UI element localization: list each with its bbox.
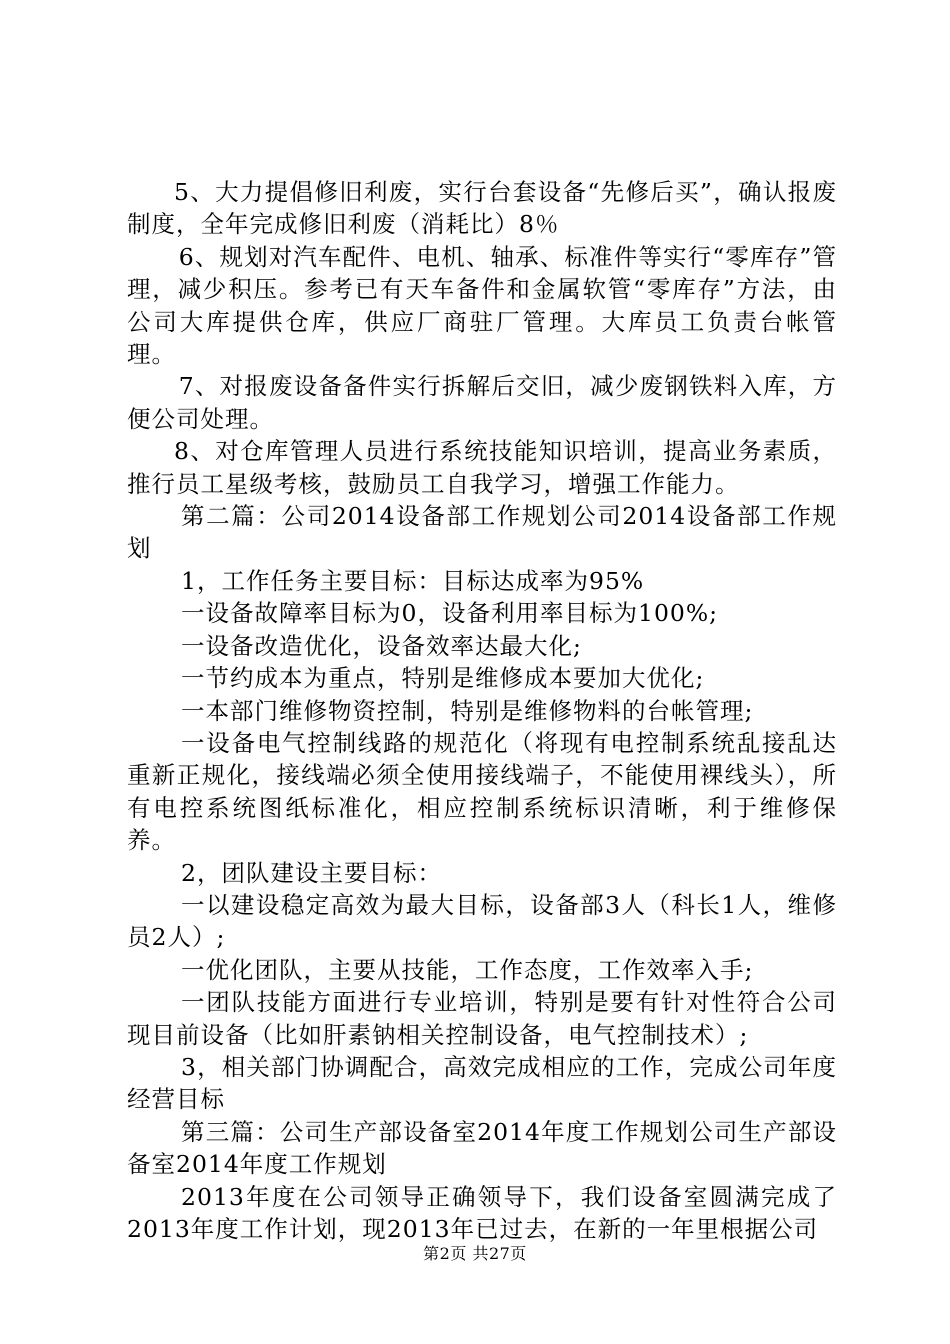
list-item: 一设备电气控制线路的规范化（将现有电控制系统乱接乱达重新正规化，接线端必须全使用接线端子，不能使用裸线头），所有电控系统图纸标准化，相应控制系统标识清晰，利于维修保养。: [127, 728, 837, 855]
list-item: 一本部门维修物资控制，特别是维修物料的台帐管理;: [181, 696, 754, 725]
paragraph: 7、对报废设备备件实行拆解后交旧，减少废钢铁料入库，方便公司处理。: [127, 372, 837, 433]
list-item: 一优化团队，主要从技能，工作态度，工作效率入手;: [181, 955, 754, 984]
list-item: 一以建设稳定高效为最大目标，设备部3人（科长1人，维修员2人）;: [127, 890, 837, 952]
document-body: [127, 176, 837, 1245]
list-item: 一设备改造优化，设备效率达最大化;: [181, 631, 582, 660]
section-heading: 第二篇：公司2014设备部工作规划公司2014设备部工作规划: [127, 502, 837, 563]
paragraph: 2013年度在公司领导正确领导下，我们设备室圆满完成了2013年度工作计划，现2013年已过去，在新的一年里根据公司: [127, 1182, 837, 1243]
section-heading: 第三篇：公司生产部设备室2014年度工作规划公司生产部设备室2014年度工作规划: [127, 1117, 837, 1179]
paragraph: 3，相关部门协调配合，高效完成相应的工作，完成公司年度经营目标: [127, 1052, 837, 1114]
paragraph: 8、对仓库管理人员进行系统技能知识培训，提高业务素质，推行员工星级考核，鼓励员工自我学习，增强工作能力。: [127, 437, 837, 498]
paragraph: 1，工作任务主要目标：目标达成率为95%: [181, 566, 645, 595]
paragraph: 2，团队建设主要目标：: [181, 858, 442, 887]
list-item: 一团队技能方面进行专业培训，特别是要有针对性符合公司现目前设备（比如肝素钠相关控制设备，电气控制技术）;: [127, 988, 837, 1049]
paragraph: 5、大力提倡修旧利废，实行台套设备“先修后买”，确认报废制度，全年完成修旧利废（消耗比）8％: [127, 178, 837, 239]
list-item: 一设备故障率目标为0，设备利用率目标为100%;: [181, 599, 719, 628]
list-item: 一节约成本为重点，特别是维修成本要加大优化;: [181, 664, 705, 693]
page-number-footer: 第2页 共27页: [423, 1244, 527, 1263]
paragraph: 6、规划对汽车配件、电机、轴承、标准件等实行“零库存”管理，减少积压。参考已有天车备件和金属软管“零库存”方法，由公司大库提供仓库，供应厂商驻厂管理。大库员工负责台帐管理。: [127, 242, 837, 369]
